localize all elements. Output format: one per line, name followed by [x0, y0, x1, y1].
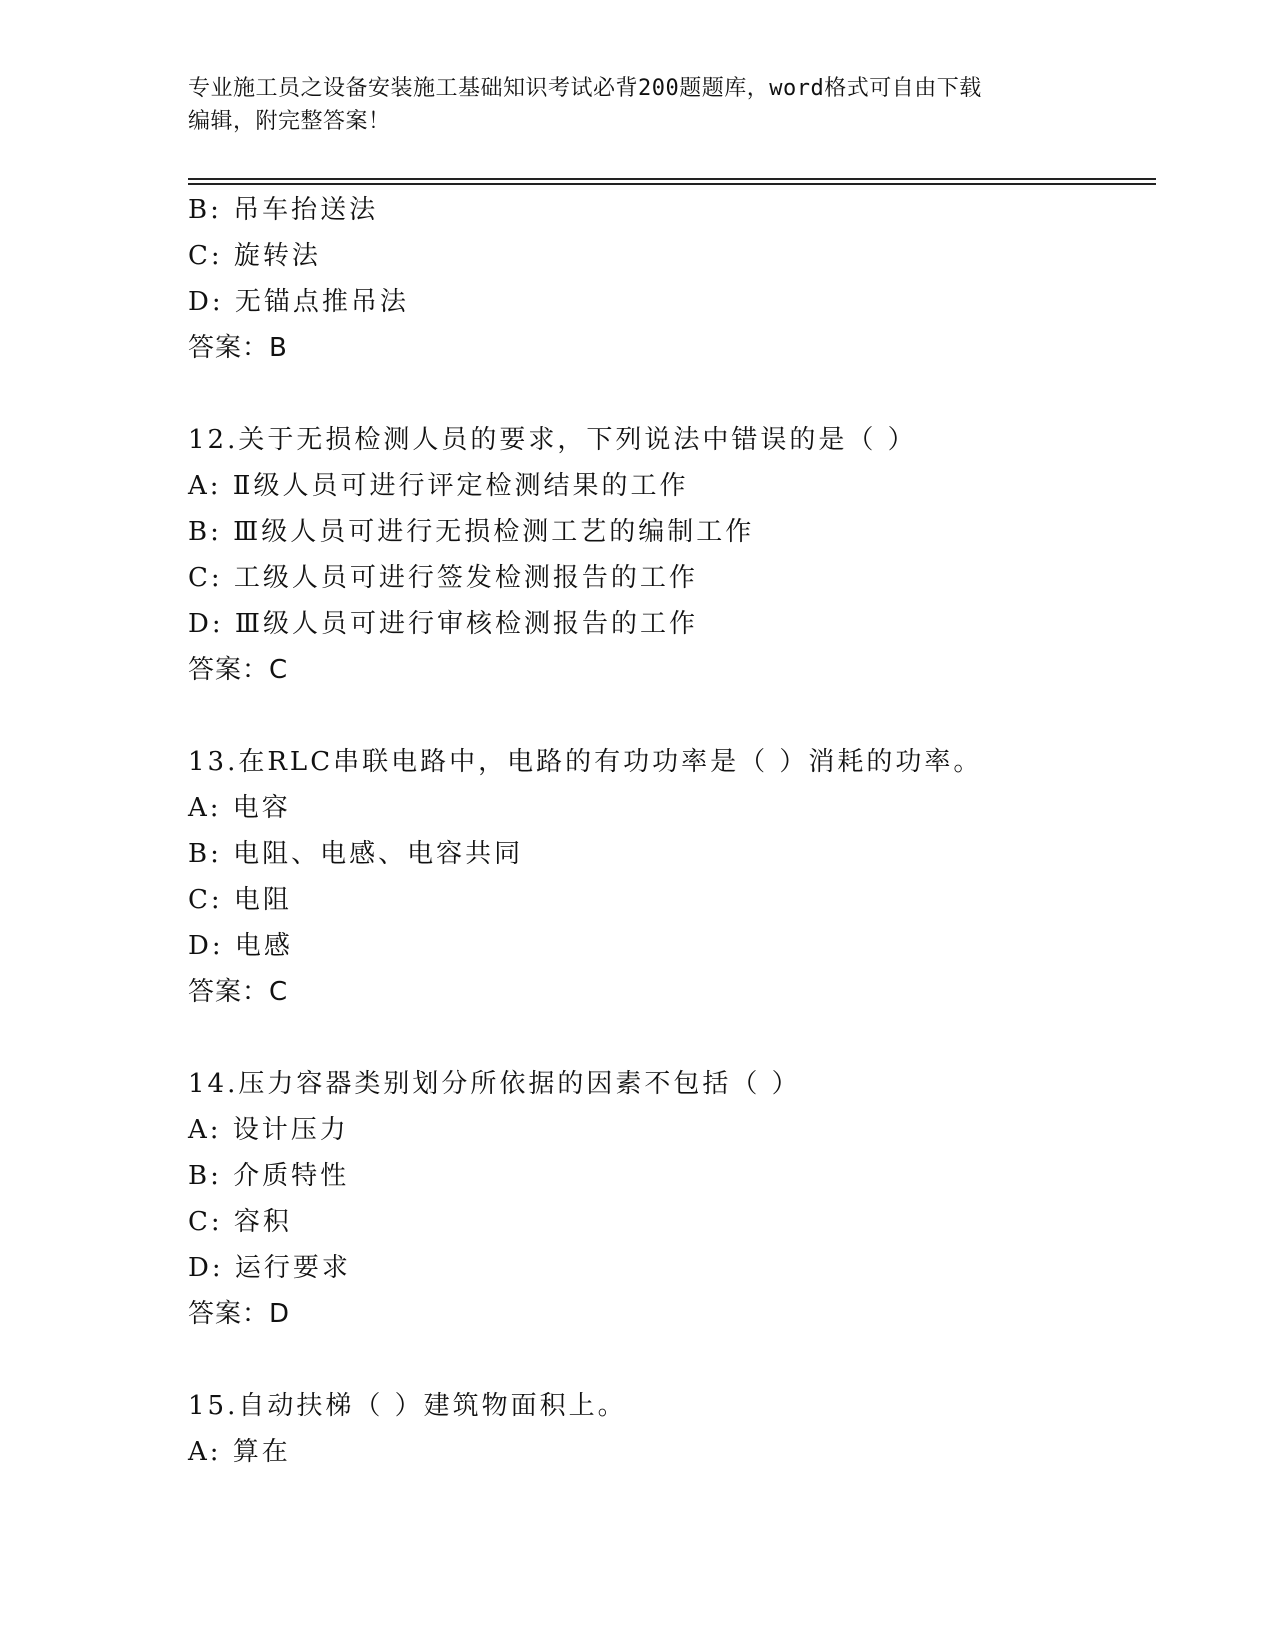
option-d: D: 无锚点推吊法	[188, 287, 409, 317]
question-stem: 14.压力容器类别划分所依据的因素不包括（ ）	[188, 1069, 801, 1099]
question-stem: 15.自动扶梯（ ）建筑物面积上。	[188, 1391, 627, 1421]
option-d: D: 电感	[188, 931, 293, 961]
header-divider-bottom	[188, 183, 1156, 185]
option-c: C: 工级人员可进行签发检测报告的工作	[188, 563, 698, 593]
answer-line: 答案：D	[188, 1299, 291, 1329]
option-c: C: 电阻	[188, 885, 292, 915]
option-a: A: 算在	[188, 1437, 291, 1467]
spacer	[188, 371, 1168, 417]
question-stem: 13.在RLC串联电路中，电路的有功功率是（ ）消耗的功率。	[188, 747, 983, 777]
question-list	[188, 187, 1168, 1475]
header-title-line-2: 编辑，附完整答案！	[188, 109, 391, 134]
option-d: D: 运行要求	[188, 1253, 351, 1283]
header-divider-top	[188, 178, 1156, 180]
answer-line: 答案：C	[188, 977, 289, 1007]
question-15	[188, 1383, 1168, 1475]
option-b: B: 吊车抬送法	[188, 195, 379, 225]
option-d: D: Ⅲ级人员可进行审核检测报告的工作	[188, 609, 698, 639]
question-stem: 12.关于无损检测人员的要求，下列说法中错误的是（ ）	[188, 425, 917, 455]
question-13	[188, 739, 1168, 1015]
option-a: A: Ⅱ级人员可进行评定检测结果的工作	[188, 471, 689, 501]
question-12	[188, 417, 1168, 693]
option-c: C: 容积	[188, 1207, 292, 1237]
option-a: A: 设计压力	[188, 1115, 349, 1145]
answer-line: 答案：C	[188, 655, 289, 685]
question-14	[188, 1061, 1168, 1337]
option-b: B: Ⅲ级人员可进行无损检测工艺的编制工作	[188, 517, 755, 547]
question-fragment	[188, 187, 1168, 371]
option-c: C: 旋转法	[188, 241, 321, 271]
option-b: B: 电阻、电感、电容共同	[188, 839, 524, 869]
header-title-line-1: 专业施工员之设备安装施工基础知识考试必背200题题库，word格式可自由下载	[188, 76, 982, 101]
answer-line: 答案：B	[188, 333, 288, 363]
spacer	[188, 1015, 1168, 1061]
document-header	[188, 72, 1088, 138]
option-a: A: 电容	[188, 793, 291, 823]
option-b: B: 介质特性	[188, 1161, 350, 1191]
spacer	[188, 693, 1168, 739]
spacer	[188, 1337, 1168, 1383]
